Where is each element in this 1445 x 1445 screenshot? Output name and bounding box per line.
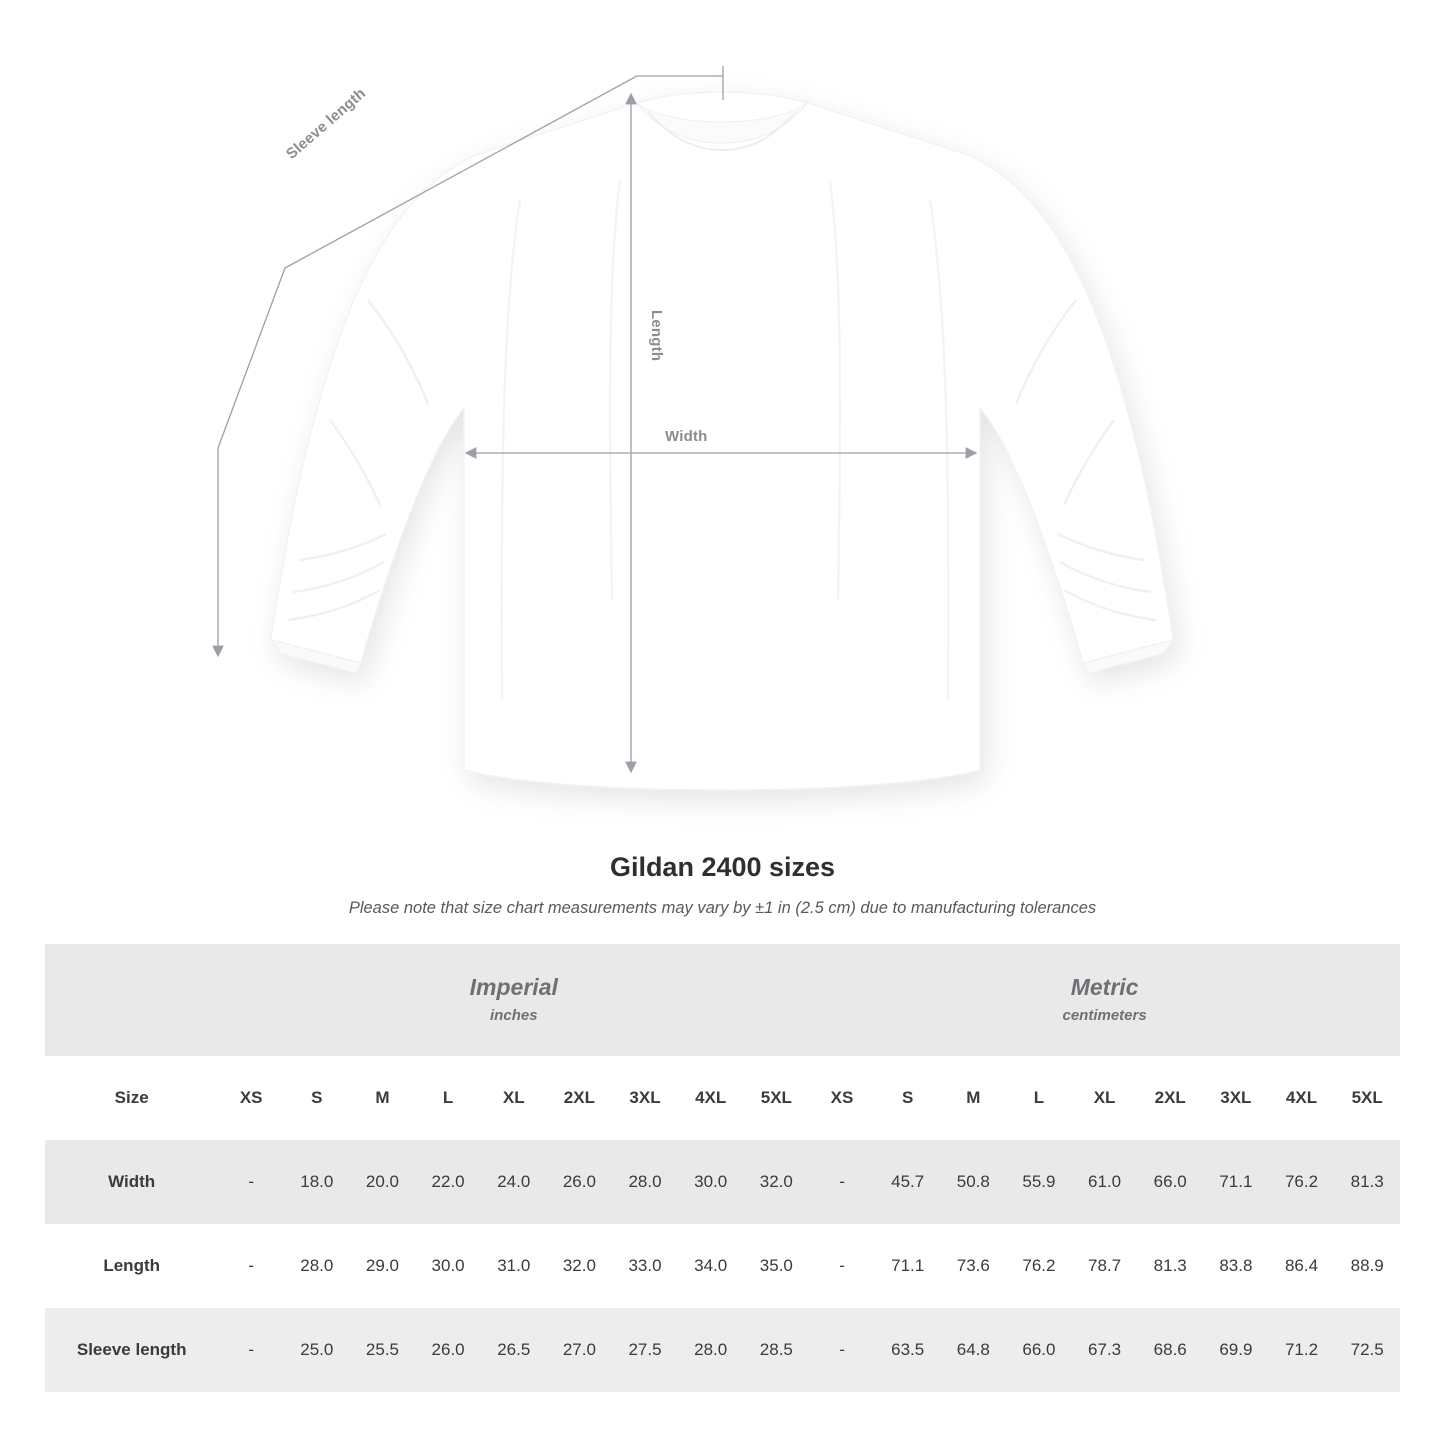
table-cell: 88.9 — [1334, 1224, 1400, 1308]
table-cell: 71.2 — [1269, 1308, 1335, 1392]
table-cell: 71.1 — [875, 1224, 941, 1308]
size-header-cell: L — [1006, 1056, 1072, 1140]
table-cell: 27.0 — [547, 1308, 613, 1392]
size-header-cell: S — [284, 1056, 350, 1140]
table-cell: 69.9 — [1203, 1308, 1269, 1392]
title-block — [0, 852, 1445, 918]
table-cell: 30.0 — [415, 1224, 481, 1308]
table-cell: 35.0 — [743, 1224, 809, 1308]
table-cell: 25.0 — [284, 1308, 350, 1392]
size-header-cell: M — [350, 1056, 416, 1140]
size-header-cell: M — [940, 1056, 1006, 1140]
size-header-row — [45, 1056, 1400, 1140]
table-cell: 29.0 — [350, 1224, 416, 1308]
table-cell: 64.8 — [940, 1308, 1006, 1392]
table-cell: 83.8 — [1203, 1224, 1269, 1308]
size-header-cell: 2XL — [547, 1056, 613, 1140]
table-cell: 67.3 — [1072, 1308, 1138, 1392]
table-cell: 27.5 — [612, 1308, 678, 1392]
table-cell: 31.0 — [481, 1224, 547, 1308]
table-cell: 81.3 — [1334, 1140, 1400, 1224]
table-cell: - — [809, 1224, 875, 1308]
unit-header-row — [45, 944, 1400, 1056]
table-cell: 55.9 — [1006, 1140, 1072, 1224]
unit-group-imperial-sub: inches — [490, 1006, 538, 1024]
size-header-cell: 3XL — [612, 1056, 678, 1140]
table-cell: - — [809, 1140, 875, 1224]
table-cell: - — [809, 1308, 875, 1392]
table-cell: 22.0 — [415, 1140, 481, 1224]
table-cell: 50.8 — [940, 1140, 1006, 1224]
size-header-cell: 2XL — [1137, 1056, 1203, 1140]
table-cell: 18.0 — [284, 1140, 350, 1224]
table-cell: 66.0 — [1006, 1308, 1072, 1392]
table-cell: 76.2 — [1269, 1140, 1335, 1224]
table-cell: 72.5 — [1334, 1308, 1400, 1392]
table-cell: 45.7 — [875, 1140, 941, 1224]
sleeve-length-label: Sleeve length — [283, 84, 370, 163]
tolerance-note: Please note that size chart measurements may vary by ±1 in (2.5 cm) due to manufacturing tolerances — [348, 899, 1097, 917]
table-cell: 61.0 — [1072, 1140, 1138, 1224]
size-header-cell: XS — [218, 1056, 284, 1140]
table-cell: 32.0 — [743, 1140, 809, 1224]
shirt-silhouette — [271, 92, 1173, 790]
table-row — [45, 1308, 1400, 1392]
size-header-cell: 3XL — [1203, 1056, 1269, 1140]
table-cell: - — [218, 1308, 284, 1392]
size-header-cell: 5XL — [1334, 1056, 1400, 1140]
table-cell: 20.0 — [350, 1140, 416, 1224]
table-row — [45, 1224, 1400, 1308]
table-cell: 73.6 — [940, 1224, 1006, 1308]
table-cell: 81.3 — [1137, 1224, 1203, 1308]
size-header-cell: 4XL — [678, 1056, 744, 1140]
table-cell: 24.0 — [481, 1140, 547, 1224]
size-header-cell: 4XL — [1269, 1056, 1335, 1140]
row-label: Sleeve length — [45, 1308, 218, 1392]
size-header-cell: 5XL — [743, 1056, 809, 1140]
table-cell: 28.0 — [612, 1140, 678, 1224]
size-header-cell: L — [415, 1056, 481, 1140]
length-label: Length — [648, 310, 665, 362]
unit-group-metric-sub: centimeters — [1062, 1006, 1147, 1024]
unit-group-metric — [809, 944, 1400, 1056]
size-table — [45, 944, 1400, 1392]
row-label-header: Size — [45, 1056, 218, 1140]
size-header-cell: XL — [1072, 1056, 1138, 1140]
table-cell: 26.0 — [547, 1140, 613, 1224]
unit-group-metric-name: Metric — [1070, 974, 1139, 1001]
page-title: Gildan 2400 sizes — [609, 852, 836, 882]
table-cell: 32.0 — [547, 1224, 613, 1308]
table-cell: 26.0 — [415, 1308, 481, 1392]
size-table-wrapper — [45, 944, 1400, 1392]
table-cell: 28.5 — [743, 1308, 809, 1392]
row-label: Width — [45, 1140, 218, 1224]
size-header-cell: S — [875, 1056, 941, 1140]
table-cell: 34.0 — [678, 1224, 744, 1308]
unit-group-imperial — [218, 944, 809, 1056]
table-cell: 86.4 — [1269, 1224, 1335, 1308]
table-cell: - — [218, 1224, 284, 1308]
table-cell: 28.0 — [678, 1308, 744, 1392]
table-cell: 30.0 — [678, 1140, 744, 1224]
table-cell: 33.0 — [612, 1224, 678, 1308]
table-cell: 66.0 — [1137, 1140, 1203, 1224]
table-cell: 63.5 — [875, 1308, 941, 1392]
table-cell: 76.2 — [1006, 1224, 1072, 1308]
width-label: Width — [665, 428, 708, 445]
table-cell: 68.6 — [1137, 1308, 1203, 1392]
unit-header-corner — [45, 944, 218, 1056]
table-cell: - — [218, 1140, 284, 1224]
table-cell: 26.5 — [481, 1308, 547, 1392]
unit-group-imperial-name: Imperial — [469, 974, 558, 1001]
table-cell: 25.5 — [350, 1308, 416, 1392]
table-row — [45, 1140, 1400, 1224]
size-header-cell: XS — [809, 1056, 875, 1140]
size-header-cell: XL — [481, 1056, 547, 1140]
row-label: Length — [45, 1224, 218, 1308]
table-cell: 28.0 — [284, 1224, 350, 1308]
table-cell: 71.1 — [1203, 1140, 1269, 1224]
table-cell: 78.7 — [1072, 1224, 1138, 1308]
